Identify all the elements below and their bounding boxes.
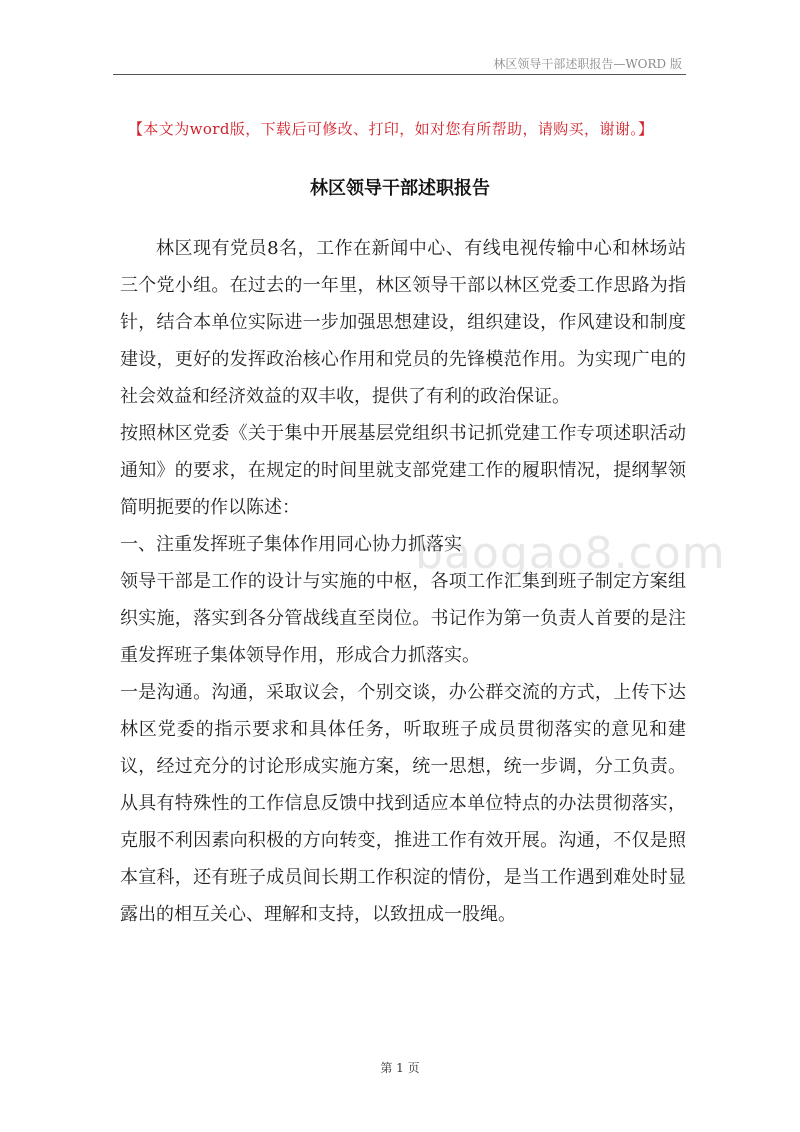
document-body xyxy=(120,230,686,933)
paragraph-leadership: 领导干部是工作的设计与实施的中枢，各项工作汇集到班子制定方案组织实施，落实到各分管战线直至岗位。书记作为第一负责人首要的是注重发挥班子集体领导作用，形成合力抓落实。 xyxy=(120,571,686,666)
paragraph-instruction: 按照林区党委《关于集中开展基层党组织书记抓党建工作专项述职活动通知》的要求，在规定的时间里就支部党建工作的履职情况，提纲挈领简明扼要的作以陈述： xyxy=(120,423,686,518)
section-heading-1: 一、注重发挥班子集体作用同心协力抓落实 xyxy=(120,534,462,555)
watermark: baogao8.com xyxy=(415,528,726,579)
paragraph-intro: 林区现有党员8名，工作在新闻中心、有线电视传输中心和林场站三个党小组。在过去的一年里，林区领导干部以林区党委工作思路为指针，结合本单位实际进一步加强思想建设，组织建设，作风建设和制度建设，更好的发挥政治核心作用和党员的先锋模范作用。为实现广电的社会效益和经济效益的双丰收，提供了有利的政治保证。 xyxy=(120,238,686,407)
document-title: 林区领导干部述职报告 xyxy=(310,178,490,199)
download-notice: 【本文为word版，下载后可修改、打印，如对您有所帮助，请购买，谢谢。】 xyxy=(128,120,654,138)
header-divider xyxy=(113,74,686,75)
page-number: 第 1 页 xyxy=(380,1061,420,1075)
paragraph-communication: 一是沟通。沟通，采取议会，个别交谈，办公群交流的方式，上传下达林区党委的指示要求和具体任务，听取班子成员贯彻落实的意见和建议，经过充分的讨论形成实施方案，统一思想，统一步调，分工负责。从具有特殊性的工作信息反馈中找到适应本单位特点的办法贯彻落实，克服不利因素向积极的方向转变，推进工作有效开展。沟通，不仅是照本宣科，还有班子成员间长期工作积淀的情份，是当工作遇到难处时显露出的相互关心、理解和支持，以致扭成一股绳。 xyxy=(120,682,686,925)
running-header: 林区领导干部述职报告—WORD 版 xyxy=(493,57,682,71)
